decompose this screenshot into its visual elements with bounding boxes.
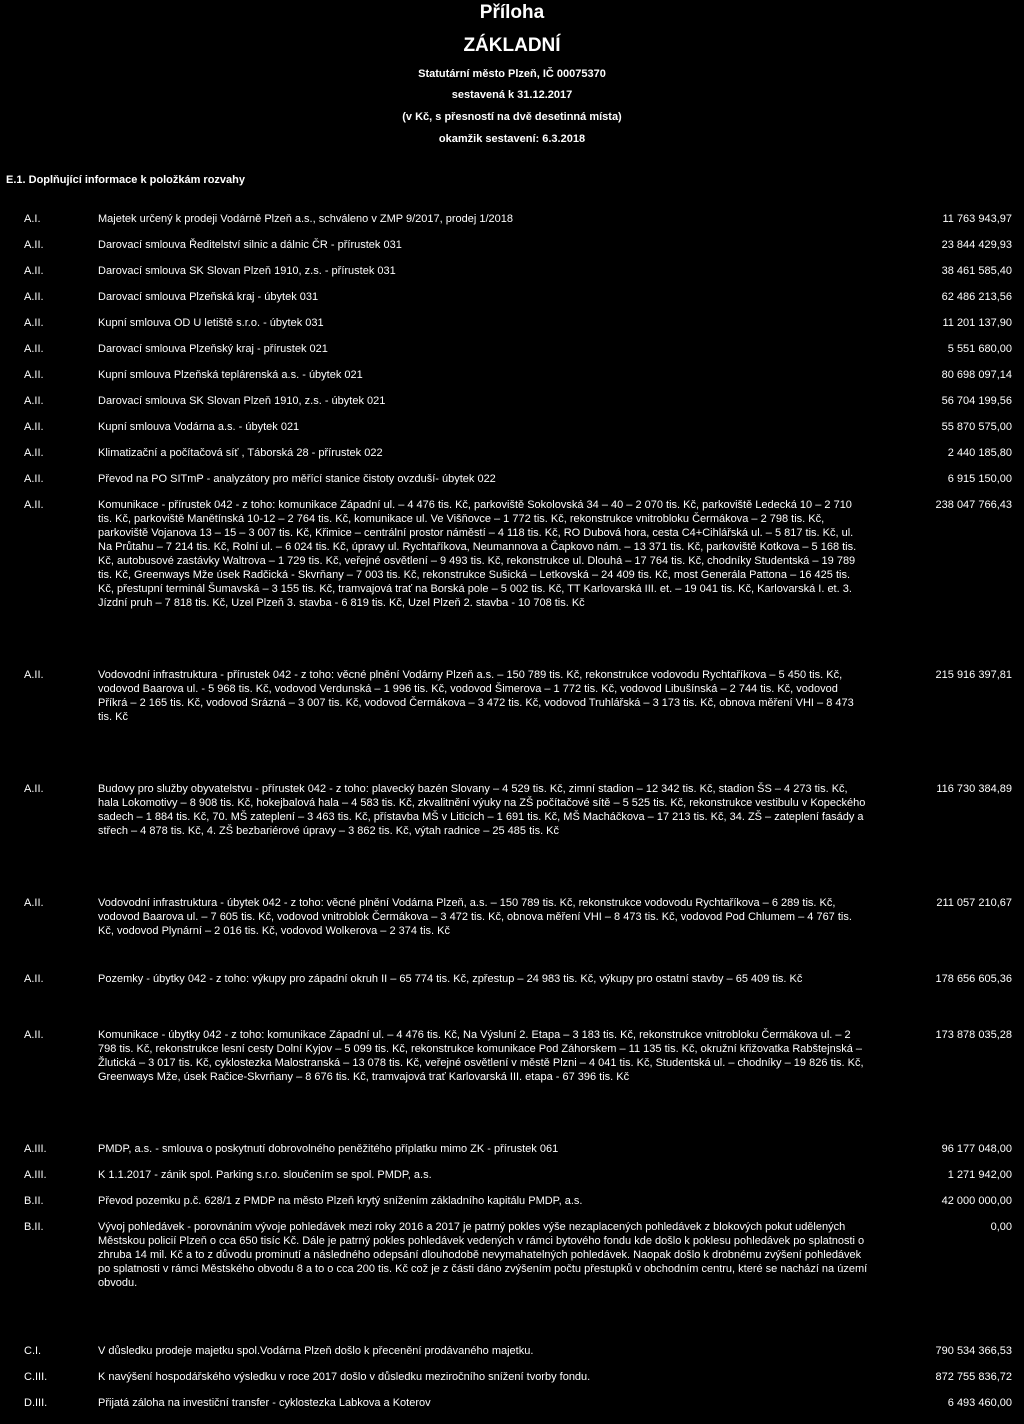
row-description: K 1.1.2017 - zánik spol. Parking s.r.o. sloučením se spol. PMDP, a.s. — [98, 1169, 432, 1181]
table-row — [0, 896, 1024, 972]
table-row — [0, 264, 1024, 290]
row-amount: 6 493 460,00 — [947, 1397, 1012, 1409]
row-description: Darovací smlouva Plzeňská kraj - úbytek 031 — [98, 291, 319, 303]
row-description: Kupní smlouva Plzeňská teplárenská a.s. - úbytek 021 — [98, 369, 363, 381]
row-code: A.II. — [24, 473, 44, 485]
row-description: Kupní smlouva OD U letiště s.r.o. - úbytek 031 — [98, 317, 324, 329]
row-amount: 6 915 150,00 — [947, 473, 1012, 485]
row-description: Darovací smlouva SK Slovan Plzeň 1910, z.s. - přírustek 031 — [98, 265, 396, 277]
row-description: Darovací smlouva Ředitelství silnic a dálnic ČR - přírustek 031 — [98, 239, 402, 251]
table-row — [0, 1396, 1024, 1422]
table-row — [0, 1194, 1024, 1220]
row-code: D.III. — [24, 1397, 48, 1409]
row-amount: 56 704 199,56 — [941, 395, 1012, 407]
row-description: Komunikace - úbytky 042 - z toho: komunikace Západní ul. – 4 476 tis. Kč, Na Výsluní 2. Etapa – 3 183 tis. Kč, rekonstrukce vnitrobloku Čermákova ul. – 2 798 tis. Kč, rekonstrukce lesní cesty Dolní Kyjov – 5 099 tis. Kč, rekonstrukce komunikace Pod Záhorskem – 11 135 tis. Kč, okružní křižovatka Rabštejnská – Žlutická – 3 017 tis. Kč, cyklostezka Malostranská – 13 078 tis. Kč, veřejné osvětlení v městě Plzni – 4 041 tis. Kč, Studentská ul. – chodníky – 19 826 tis. Kč, Greenways Mže, úsek Račice-Skvrňany – 8 676 tis. Kč, tramvajová trať Karlovarská III. etapa - 67 396 tis. Kč — [98, 1029, 864, 1083]
row-amount: 116 730 384,89 — [936, 783, 1012, 795]
row-description: Majetek určený k prodeji Vodárně Plzeň a.s., schváleno v ZMP 9/2017, prodej 1/2018 — [98, 213, 513, 225]
row-code: C.III. — [24, 1371, 48, 1383]
row-code: A.II. — [24, 395, 44, 407]
row-code: A.II. — [24, 973, 44, 985]
row-description: K navýšení hospodářského výsledku v roce 2017 došlo v důsledku meziročního snížení tvorby fondu. — [98, 1371, 591, 1383]
table-row — [0, 420, 1024, 446]
table-row — [0, 498, 1024, 668]
row-description: Pozemky - úbytky 042 - z toho: výkupy pro západní okruh II – 65 774 tis. Kč, zpřestup – 24 983 tis. Kč, výkupy pro ostatní stavby – 65 409 tis. Kč — [98, 973, 803, 985]
row-description: Vývoj pohledávek - porovnáním vývoje pohledávek mezi roky 2016 a 2017 je patrný pokles výše nezaplacených pohledávek z blokových pokut udělených Městskou policií Plzeň o cca 650 tisíc Kč. Dále je patrný pokles pohledávek vedených v rámci bytového fondu kde došlo k poklesu pohledávek po splatnosti o zhruba 14 mil. Kč a to z důvodu prominutí a následného odepsání dlouhodobě nevymahatelných pohledávek. Naopak došlo k drobnému zvýšení pohledávek po splatnosti v rámci Městského obvodu 8 a to o cca 200 tis. Kč což je z části dáno zvýšením počtu přestupků v obchodním centru, které se nachází na území obvodu. — [98, 1221, 868, 1289]
table-row — [0, 368, 1024, 394]
table-row — [0, 1028, 1024, 1142]
row-code: A.III. — [24, 1169, 47, 1181]
row-code: A.II. — [24, 447, 44, 459]
table-row — [0, 1220, 1024, 1344]
row-amount: 2 440 185,80 — [947, 447, 1012, 459]
row-amount: 55 870 575,00 — [941, 421, 1012, 433]
table-row — [0, 316, 1024, 342]
table-row — [0, 472, 1024, 498]
row-amount: 211 057 210,67 — [936, 897, 1012, 909]
row-amount: 238 047 766,43 — [935, 499, 1012, 511]
row-amount: 11 763 943,97 — [942, 213, 1012, 225]
row-amount: 0,00 — [990, 1221, 1012, 1233]
table-row — [0, 342, 1024, 368]
row-amount: 11 201 137,90 — [942, 317, 1012, 329]
page-title: Příloha — [479, 2, 545, 23]
row-description: Převod na PO SITmP - analyzátory pro měřící stanice čistoty ovzduší- úbytek 022 — [98, 473, 496, 485]
table-row — [0, 446, 1024, 472]
table-row — [0, 394, 1024, 420]
row-code: A.II. — [24, 317, 44, 329]
row-amount: 215 916 397,81 — [935, 669, 1012, 681]
row-code: A.II. — [24, 369, 44, 381]
row-description: Budovy pro služby obyvatelstvu - přírustek 042 - z toho: plavecký bazén Slovany – 4 529 tis. Kč, zimní stadion – 12 342 tis. Kč, stadion ŠS – 4 273 tis. Kč, hala Lokomotivy – 8 908 tis. Kč, hokejbalová hala – 4 583 tis. Kč, zkvalitnění výuky na ZŠ počítačové sítě – 5 525 tis. Kč, rekonstrukce vestibulu v Kopeckého sadech – 1 884 tis. Kč, 70. MŠ zateplení – 3 463 tis. Kč, přístavba MŠ v Liticích – 1 691 tis. Kč, MŠ Macháčkova – 17 213 tis. Kč, 34. ZŠ – zateplení fasády a střech – 4 878 tis. Kč, 4. ZŠ bezbariérové úpravy – 3 862 tis. Kč, výtah radnice – 25 485 tis. Kč — [98, 783, 866, 837]
table-row — [0, 1370, 1024, 1396]
row-description: PMDP, a.s. - smlouva o poskytnutí dobrovolného peněžitého příplatku mimo ZK - přírustek 061 — [98, 1143, 559, 1155]
row-description: Darovací smlouva Plzeňský kraj - přírustek 021 — [98, 343, 328, 355]
row-description: Vodovodní infrastruktura - přírustek 042 - z toho: věcné plnění Vodárny Plzeň a.s. – 150 789 tis. Kč, rekonstrukce vodovodu Rychtaříkova – 5 450 tis. Kč, vodovod Baarova ul. - 5 968 tis. Kč, vodovod Verdunská – 1 996 tis. Kč, vodovod Šimerova – 1 772 tis. Kč, vodovod Libušínská – 2 744 tis. Kč, vodovod Příkrá – 2 165 tis. Kč, vodovod Srázná – 3 007 tis. Kč, vodovod Čermákova – 3 472 tis. Kč, vodovod Truhlářská – 3 173 tis. Kč, obnova měření VHI – 8 473 tis. Kč — [98, 669, 854, 723]
row-code: A.II. — [24, 783, 44, 795]
row-amount: 96 177 048,00 — [941, 1143, 1012, 1155]
row-amount: 178 656 605,36 — [935, 973, 1012, 985]
compiled-line: okamžik sestavení: 6.3.2018 — [438, 133, 586, 145]
row-code: A.II. — [24, 239, 44, 251]
row-amount: 790 534 366,53 — [935, 1345, 1012, 1357]
row-amount: 62 486 213,56 — [941, 291, 1012, 303]
row-amount: 23 844 429,93 — [941, 239, 1012, 251]
row-amount: 5 551 680,00 — [947, 343, 1012, 355]
row-amount: 872 755 836,72 — [935, 1371, 1012, 1383]
table-row — [0, 1142, 1024, 1168]
row-amount: 173 878 035,28 — [935, 1029, 1012, 1041]
row-code: A.II. — [24, 291, 44, 303]
row-description: Komunikace - přírustek 042 - z toho: komunikace Západní ul. – 4 476 tis. Kč, parkoviště Sokolovská 34 – 40 – 2 070 tis. Kč, parkoviště Ledecká 10 – 2 710 tis. Kč, parkoviště Manětínská 10-12 – 2 764 tis. Kč, komunikace ul. Ve Višňovce – 1 772 tis. Kč, rekonstrukce vnitrobloku Čermákova – 2 798 tis. Kč, parkoviště Vojanova 13 – 15 – 3 007 tis. Kč, Křimice – centrální prostor náměstí – 4 118 tis. Kč, RO Dubová hora, cesta C4+Cihlářská ul. – 5 817 tis. Kč, ul. Na Průtahu – 7 214 tis. Kč, Rolní ul. – 6 024 tis. Kč, úpravy ul. Rychtaříkova, Neumannova a Čapkovo nám. – 13 371 tis. Kč, parkoviště Kotkova – 5 168 tis. Kč, autobusové zastávky Waltrova – 1 729 tis. Kč, veřejné osvětlení – 9 493 tis. Kč, rekonstrukce ul. Dlouhá – 17 764 tis. Kč, chodníky Studentská – 19 789 tis. Kč, Greenways Mže úsek Radčická - Skvrňany – 7 003 tis. Kč, rekonstrukce Sušická – Letkovská – 24 409 tis. Kč, most Generála Pattona – 16 425 tis. Kč, přestupní terminál Šumavská – 3 155 tis. Kč, tramvajová trať na Borská pole – 5 002 tis. Kč, TT Karlovarská III. et. – 19 041 tis. Kč, Karlovarská I. et. 3. Jízdní pruh – 7 818 tis. Kč, Uzel Plzeň 3. stavba - 6 819 tis. Kč, Uzel Plzeň 2. stavba - 10 708 tis. Kč — [98, 499, 857, 609]
row-code: B.II. — [24, 1221, 44, 1233]
units-line: (v Kč, s přesností na dvě desetinná místa) — [402, 111, 622, 123]
row-code: A.II. — [24, 897, 44, 909]
table-row — [0, 1168, 1024, 1194]
row-amount: 38 461 585,40 — [941, 265, 1012, 277]
row-code: A.II. — [24, 265, 44, 277]
table-row — [0, 668, 1024, 782]
row-code: A.II. — [24, 669, 44, 681]
row-amount: 80 698 097,14 — [941, 369, 1012, 381]
row-code: A.II. — [24, 1029, 44, 1041]
row-description: V důsledku prodeje majetku spol.Vodárna Plzeň došlo k přecenění prodávaného majetku. — [98, 1345, 534, 1357]
organization-line: Statutární město Plzeň, IČ 00075370 — [418, 68, 606, 80]
table-row — [0, 782, 1024, 896]
row-description: Přijatá záloha na investiční transfer - cyklostezka Labkova a Koterov — [98, 1397, 431, 1409]
table-row — [0, 238, 1024, 264]
row-description: Převod pozemku p.č. 628/1 z PMDP na město Plzeň krytý snížením základního kapitálu PMDP, a.s. — [98, 1195, 583, 1207]
row-description: Vodovodní infrastruktura - úbytek 042 - z toho: věcné plnění Vodárna Plzeň, a.s. – 150 789 tis. Kč, rekonstrukce vodovodu Rychtaříkova – 6 289 tis. Kč, vodovod Baarova ul. – 7 605 tis. Kč, vodovod vnitroblok Čermákova – 3 472 tis. Kč, obnova měření VHI – 8 473 tis. Kč, vodovod Pod Chlumem – 4 767 tis. Kč, vodovod Plynární – 2 016 tis. Kč, vodovod Wolkerova – 2 374 tis. Kč — [98, 897, 852, 937]
row-amount: 1 271 942,00 — [947, 1169, 1012, 1181]
row-code: A.II. — [24, 421, 44, 433]
table-row — [0, 212, 1024, 238]
items-table — [0, 212, 1024, 1422]
row-description: Klimatizační a počítačová síť , Táborská 28 - přírustek 022 — [98, 447, 383, 459]
table-row — [0, 290, 1024, 316]
row-code: B.II. — [24, 1195, 44, 1207]
date-line: sestavená k 31.12.2017 — [451, 89, 573, 101]
row-code: A.II. — [24, 343, 44, 355]
row-amount: 42 000 000,00 — [941, 1195, 1012, 1207]
table-row — [0, 972, 1024, 1028]
page-subtitle: ZÁKLADNÍ — [463, 35, 561, 56]
row-code: A.II. — [24, 499, 44, 511]
row-code: A.III. — [24, 1143, 47, 1155]
table-row — [0, 1344, 1024, 1370]
row-description: Darovací smlouva SK Slovan Plzeň 1910, z.s. - úbytek 021 — [98, 395, 386, 407]
row-description: Kupní smlouva Vodárna a.s. - úbytek 021 — [98, 421, 300, 433]
row-code: C.I. — [24, 1345, 42, 1357]
section-title: E.1. Doplňující informace k položkám rozvahy — [6, 174, 246, 186]
row-code: A.I. — [24, 213, 41, 225]
